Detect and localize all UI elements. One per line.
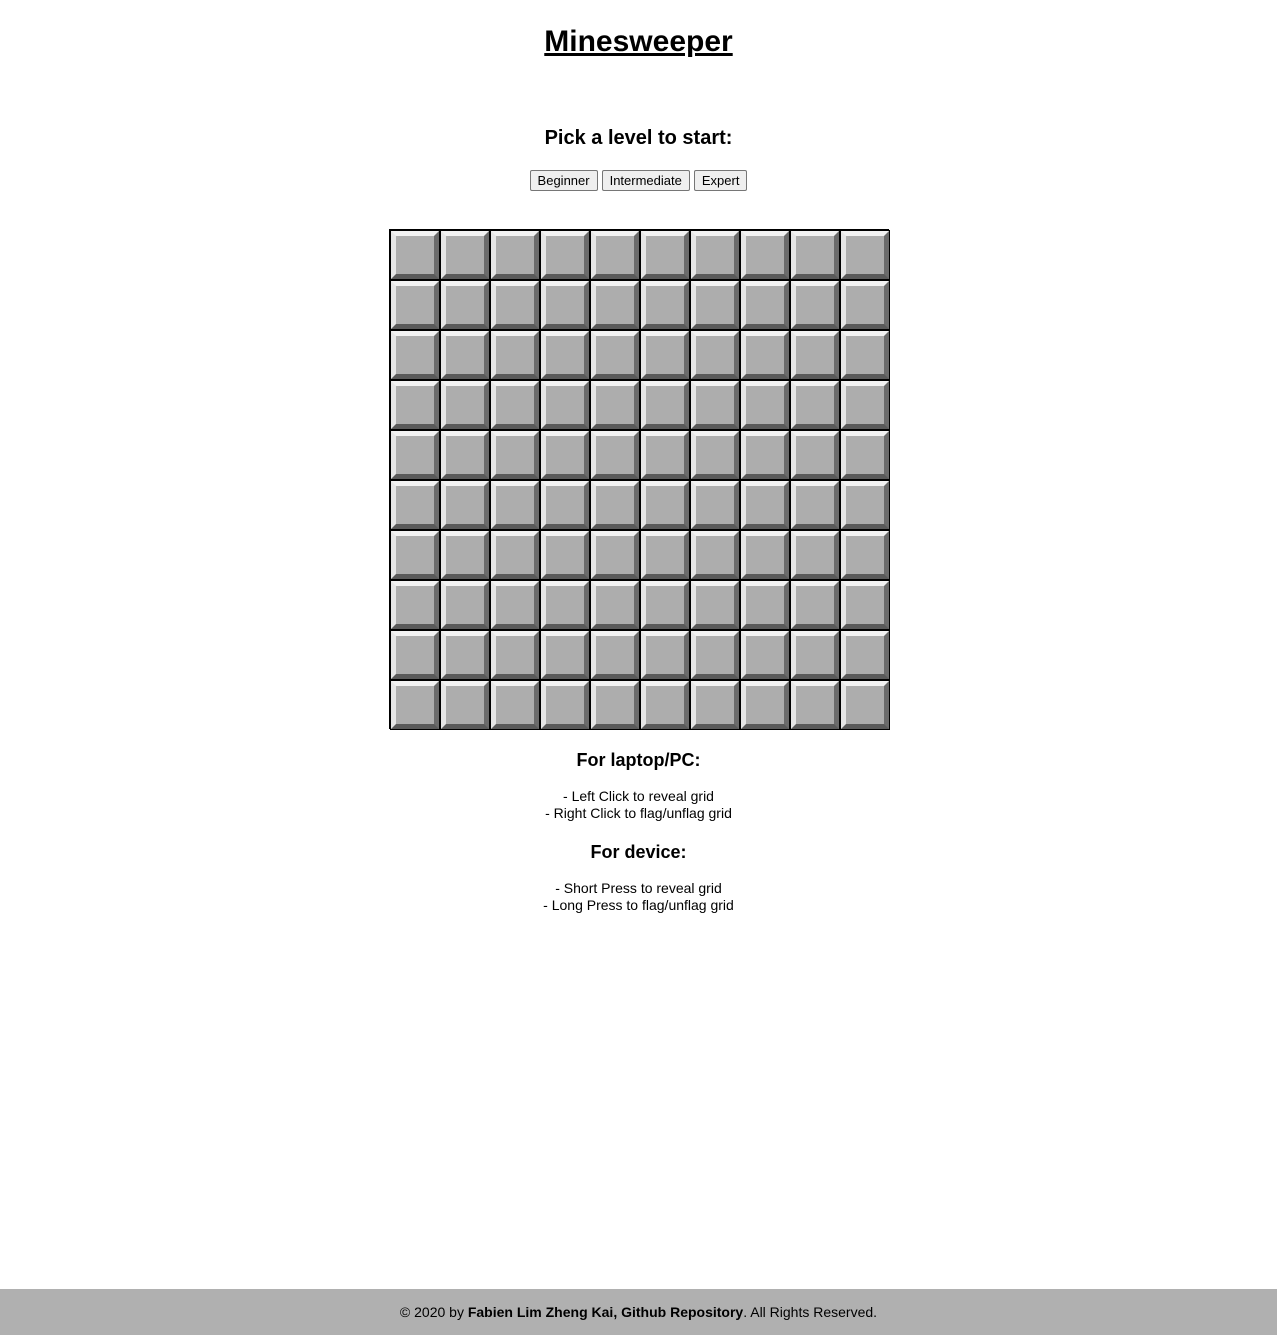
board-cell[interactable] <box>691 531 739 579</box>
board-cell-wrapper <box>640 630 690 680</box>
board-cell[interactable] <box>391 631 439 679</box>
board-cell[interactable] <box>791 631 839 679</box>
laptop-instructions-heading: For laptop/PC: <box>576 750 701 770</box>
board-cell-wrapper <box>440 680 490 730</box>
board-cell[interactable] <box>641 581 689 629</box>
board-cell-wrapper <box>790 380 840 430</box>
board-cell[interactable] <box>841 431 889 479</box>
board-cell-wrapper <box>790 680 840 730</box>
board-cell-wrapper <box>490 380 540 430</box>
board-cell-wrapper <box>390 530 440 580</box>
footer-prefix: © 2020 by <box>399 1304 468 1320</box>
board-cell[interactable] <box>391 481 439 529</box>
board-cell-wrapper <box>840 480 890 530</box>
board-cell-wrapper <box>640 430 690 480</box>
board-cell[interactable] <box>841 681 889 729</box>
board-cell-wrapper <box>440 480 490 530</box>
board-cell[interactable] <box>591 581 639 629</box>
board-cell[interactable] <box>691 281 739 329</box>
board-cell-wrapper <box>790 580 840 630</box>
board-cell[interactable] <box>491 331 539 379</box>
board-cell[interactable] <box>591 231 639 279</box>
board-cell-wrapper <box>640 530 690 580</box>
board-cell[interactable] <box>391 681 439 729</box>
board-cell[interactable] <box>541 481 589 529</box>
board-cell-wrapper <box>540 530 590 580</box>
board-cell[interactable] <box>391 531 439 579</box>
board-cell-wrapper <box>740 380 790 430</box>
board-cell-wrapper <box>690 530 740 580</box>
board-cell-wrapper <box>740 430 790 480</box>
board-cell-wrapper <box>390 230 440 280</box>
board-cell[interactable] <box>591 531 639 579</box>
footer <box>0 1289 1277 1335</box>
board-cell[interactable] <box>441 631 489 679</box>
board-cell-wrapper <box>840 280 890 330</box>
board-cell[interactable] <box>491 231 539 279</box>
board-cell[interactable] <box>541 331 589 379</box>
page-title: Minesweeper <box>544 25 733 58</box>
board-cell[interactable] <box>791 581 839 629</box>
board-cell-wrapper <box>390 380 440 430</box>
board-cell[interactable] <box>391 431 439 479</box>
board-cell[interactable] <box>741 281 789 329</box>
board-cell[interactable] <box>791 281 839 329</box>
board-cell-wrapper <box>690 280 740 330</box>
board-cell[interactable] <box>441 581 489 629</box>
laptop-instruction-line: - Right Click to flag/unflag grid <box>545 805 732 821</box>
board-cell[interactable] <box>691 481 739 529</box>
board-cell-wrapper <box>440 580 490 630</box>
github-repository-link[interactable]: Github Repository <box>621 1304 744 1320</box>
board-cell[interactable] <box>441 431 489 479</box>
board-cell-wrapper <box>690 630 740 680</box>
board-cell-wrapper <box>590 680 640 730</box>
board-cell[interactable] <box>441 681 489 729</box>
board-cell[interactable] <box>841 531 889 579</box>
board-cell-wrapper <box>540 680 590 730</box>
board-cell-wrapper <box>440 330 490 380</box>
board-cell[interactable] <box>541 281 589 329</box>
board-cell[interactable] <box>641 231 689 279</box>
board-cell[interactable] <box>391 281 439 329</box>
board-cell[interactable] <box>791 681 839 729</box>
board-cell-wrapper <box>840 530 890 580</box>
board-cell[interactable] <box>791 431 839 479</box>
board-cell[interactable] <box>541 681 589 729</box>
board-cell-wrapper <box>640 380 690 430</box>
board-cell[interactable] <box>441 531 489 579</box>
board-cell-wrapper <box>840 430 890 480</box>
board-cell-wrapper <box>740 680 790 730</box>
board-cell[interactable] <box>541 431 589 479</box>
board-cell[interactable] <box>541 231 589 279</box>
board-cell[interactable] <box>441 381 489 429</box>
board-cell[interactable] <box>541 381 589 429</box>
board-cell[interactable] <box>391 581 439 629</box>
board-cell-wrapper <box>390 680 440 730</box>
board-cell-wrapper <box>640 330 690 380</box>
board-cell-wrapper <box>440 530 490 580</box>
board-cell-wrapper <box>440 230 490 280</box>
board-cell-wrapper <box>540 380 590 430</box>
footer-suffix: . All Rights Reserved. <box>743 1304 878 1320</box>
board-cell[interactable] <box>491 531 539 579</box>
board-cell[interactable] <box>591 331 639 379</box>
board-cell[interactable] <box>491 381 539 429</box>
board-cell[interactable] <box>491 631 539 679</box>
board-cell-wrapper <box>590 280 640 330</box>
board-cell-wrapper <box>840 330 890 380</box>
board-cell[interactable] <box>591 631 639 679</box>
footer-separator: , <box>613 1304 622 1320</box>
board-cell-wrapper <box>640 280 690 330</box>
board-cell-wrapper <box>590 580 640 630</box>
board-cell-wrapper <box>490 480 540 530</box>
board-cell-wrapper <box>740 480 790 530</box>
board-cell[interactable] <box>691 381 739 429</box>
board-cell[interactable] <box>391 331 439 379</box>
board-cell[interactable] <box>441 231 489 279</box>
board-cell-wrapper <box>740 580 790 630</box>
board-cell[interactable] <box>741 231 789 279</box>
board-cell-wrapper <box>790 230 840 280</box>
board-cell-wrapper <box>690 330 740 380</box>
board-cell[interactable] <box>841 381 889 429</box>
device-instructions-heading: For device: <box>590 842 687 862</box>
board-cell[interactable] <box>691 431 739 479</box>
board-cell[interactable] <box>791 531 839 579</box>
board-cell[interactable] <box>841 281 889 329</box>
device-instruction-line: - Long Press to flag/unflag grid <box>543 897 734 913</box>
board-cell-wrapper <box>790 630 840 680</box>
board-cell[interactable] <box>691 681 739 729</box>
board-cell-wrapper <box>690 480 740 530</box>
board-cell-wrapper <box>590 530 640 580</box>
board-cell-wrapper <box>790 430 840 480</box>
board-cell-wrapper <box>640 680 690 730</box>
level-prompt: Pick a level to start: <box>544 127 733 149</box>
board-cell-wrapper <box>790 480 840 530</box>
board-cell-wrapper <box>840 230 890 280</box>
board-cell[interactable] <box>391 381 439 429</box>
board-cell[interactable] <box>741 431 789 479</box>
board-cell[interactable] <box>591 381 639 429</box>
board-cell[interactable] <box>741 331 789 379</box>
board-cell-wrapper <box>840 630 890 680</box>
board-cell[interactable] <box>591 481 639 529</box>
board-cell[interactable] <box>541 531 589 579</box>
laptop-instructions <box>0 749 1277 822</box>
board-cell-wrapper <box>590 480 640 530</box>
board-cell-wrapper <box>590 430 640 480</box>
board-cell-wrapper <box>390 480 440 530</box>
board-cell-wrapper <box>640 580 690 630</box>
board-cell[interactable] <box>791 381 839 429</box>
board-cell-wrapper <box>740 230 790 280</box>
board-cell[interactable] <box>641 431 689 479</box>
board-cell[interactable] <box>541 581 589 629</box>
board-cell-wrapper <box>490 530 540 580</box>
board-cell[interactable] <box>441 481 489 529</box>
board-cell-wrapper <box>540 230 590 280</box>
footer-author: Fabien Lim Zheng Kai <box>467 1304 614 1320</box>
board-cell-wrapper <box>690 680 740 730</box>
board-cell-wrapper <box>390 280 440 330</box>
board-cell-wrapper <box>590 330 640 380</box>
board-cell[interactable] <box>841 631 889 679</box>
board-cell-wrapper <box>790 330 840 380</box>
board-cell[interactable] <box>691 581 739 629</box>
board-cell[interactable] <box>491 431 539 479</box>
board-cell-wrapper <box>740 630 790 680</box>
board-cell[interactable] <box>641 481 689 529</box>
board-cell[interactable] <box>441 281 489 329</box>
board-cell-wrapper <box>740 280 790 330</box>
board-cell[interactable] <box>841 581 889 629</box>
board-cell[interactable] <box>641 331 689 379</box>
board-cell-wrapper <box>440 630 490 680</box>
board-cell[interactable] <box>591 431 639 479</box>
device-instruction-line: - Short Press to reveal grid <box>555 880 722 896</box>
board-cell-wrapper <box>790 280 840 330</box>
board-cell-wrapper <box>690 230 740 280</box>
board-cell-wrapper <box>390 630 440 680</box>
board-cell[interactable] <box>641 531 689 579</box>
expert-button[interactable]: Expert <box>694 170 748 191</box>
board-cell-wrapper <box>490 580 540 630</box>
board-cell-wrapper <box>490 630 540 680</box>
board-cell[interactable] <box>641 681 689 729</box>
minesweeper-board <box>389 229 889 729</box>
board-cell[interactable] <box>691 631 739 679</box>
board-cell-wrapper <box>540 280 590 330</box>
board-cell-wrapper <box>840 580 890 630</box>
board-cell-wrapper <box>590 630 640 680</box>
board-cell[interactable] <box>741 531 789 579</box>
board-cell-wrapper <box>740 330 790 380</box>
board-cell[interactable] <box>691 331 739 379</box>
board-cell-wrapper <box>690 380 740 430</box>
board-cell[interactable] <box>841 481 889 529</box>
board-cell-wrapper <box>690 430 740 480</box>
board-cell[interactable] <box>641 281 689 329</box>
board-cell-wrapper <box>490 230 540 280</box>
board-cell[interactable] <box>541 631 589 679</box>
board-cell-wrapper <box>840 680 890 730</box>
board-cell-wrapper <box>390 430 440 480</box>
board-cell-wrapper <box>490 430 540 480</box>
board-cell-wrapper <box>740 530 790 580</box>
board-cell[interactable] <box>491 681 539 729</box>
board-cell[interactable] <box>591 681 639 729</box>
board-cell-wrapper <box>490 680 540 730</box>
board-cell-wrapper <box>540 630 590 680</box>
board-cell[interactable] <box>741 631 789 679</box>
board-cell[interactable] <box>791 231 839 279</box>
board-cell-wrapper <box>540 330 590 380</box>
board-cell-wrapper <box>440 430 490 480</box>
laptop-instruction-line: - Left Click to reveal grid <box>563 788 714 804</box>
device-instructions <box>0 841 1277 914</box>
board-cell[interactable] <box>791 481 839 529</box>
intermediate-button[interactable]: Intermediate <box>602 170 690 191</box>
board-cell-wrapper <box>390 580 440 630</box>
board-cell-wrapper <box>490 280 540 330</box>
board-cell[interactable] <box>591 281 639 329</box>
board-cell-wrapper <box>840 380 890 430</box>
board-cell[interactable] <box>641 631 689 679</box>
board-cell[interactable] <box>491 481 539 529</box>
board-cell-wrapper <box>690 580 740 630</box>
board-cell[interactable] <box>791 331 839 379</box>
board-cell[interactable] <box>391 231 439 279</box>
beginner-button[interactable]: Beginner <box>530 170 598 191</box>
board-cell-wrapper <box>540 430 590 480</box>
board-cell-wrapper <box>540 580 590 630</box>
board-cell-wrapper <box>590 380 640 430</box>
board-cell-wrapper <box>440 380 490 430</box>
board-cell-wrapper <box>640 480 690 530</box>
board-cell[interactable] <box>691 231 739 279</box>
board-cell[interactable] <box>741 381 789 429</box>
board-cell-wrapper <box>440 280 490 330</box>
board-cell[interactable] <box>841 231 889 279</box>
level-button-group <box>0 170 1277 191</box>
board-cell[interactable] <box>491 581 539 629</box>
board-cell[interactable] <box>841 331 889 379</box>
board-cell[interactable] <box>741 681 789 729</box>
board-cell[interactable] <box>741 581 789 629</box>
board-cell[interactable] <box>741 481 789 529</box>
board-cell-wrapper <box>590 230 640 280</box>
board-cell[interactable] <box>641 381 689 429</box>
board-cell-wrapper <box>640 230 690 280</box>
board-cell-wrapper <box>790 530 840 580</box>
board-cell-wrapper <box>390 330 440 380</box>
board-cell[interactable] <box>491 281 539 329</box>
board-cell-wrapper <box>540 480 590 530</box>
board-cell[interactable] <box>441 331 489 379</box>
board-cell-wrapper <box>490 330 540 380</box>
